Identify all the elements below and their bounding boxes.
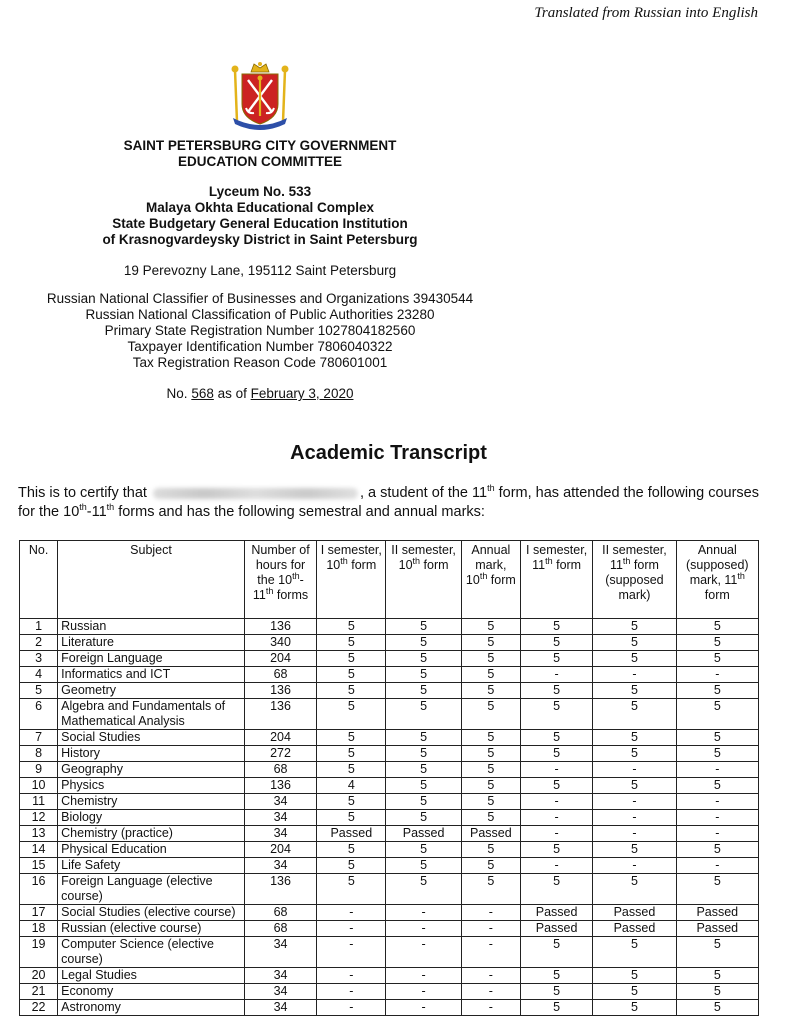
mark-cell: Passed: [520, 921, 592, 937]
table-row: [20, 762, 759, 778]
mark-cell: 5: [386, 635, 461, 651]
mark-cell: 5: [593, 699, 676, 730]
hours-cell: 34: [244, 810, 316, 826]
mark-cell: 5: [593, 619, 676, 635]
header-sem2-11: II semester, 11th form (supposed mark): [593, 541, 676, 619]
mark-cell: 5: [461, 746, 520, 762]
mark-cell: -: [317, 968, 386, 984]
doc-number: 568: [191, 386, 214, 401]
hours-cell: 68: [244, 667, 316, 683]
mark-cell: -: [593, 858, 676, 874]
subject-cell: Computer Science (elective course): [58, 937, 245, 968]
mark-cell: -: [317, 921, 386, 937]
mark-cell: 5: [520, 699, 592, 730]
mark-cell: -: [520, 810, 592, 826]
table-row: [20, 826, 759, 842]
mark-cell: 5: [593, 1000, 676, 1016]
table-row: [20, 651, 759, 667]
mark-cell: 5: [461, 874, 520, 905]
mark-cell: 5: [386, 810, 461, 826]
subject-cell: Physics: [58, 778, 245, 794]
hours-cell: 340: [244, 635, 316, 651]
table-row: [20, 778, 759, 794]
header-hours: Number of hours for the 10th-11th forms: [244, 541, 316, 619]
certify-part-4: forms and has the following semestral and annual marks:: [114, 504, 485, 520]
mark-cell: -: [386, 905, 461, 921]
row-number: 7: [20, 730, 58, 746]
table-header-row: [20, 541, 759, 619]
mark-cell: 5: [386, 778, 461, 794]
subject-cell: Physical Education: [58, 842, 245, 858]
subject-cell: Russian (elective course): [58, 921, 245, 937]
table-row: [20, 619, 759, 635]
mark-cell: 5: [593, 937, 676, 968]
mark-cell: 5: [676, 984, 758, 1000]
document-number: [0, 386, 520, 401]
row-number: 6: [20, 699, 58, 730]
mark-cell: 5: [520, 984, 592, 1000]
mark-cell: -: [520, 762, 592, 778]
mark-cell: -: [676, 794, 758, 810]
mark-cell: 5: [520, 937, 592, 968]
subject-cell: Astronomy: [58, 1000, 245, 1016]
header-sem1-10: I semester, 10th form: [317, 541, 386, 619]
row-number: 16: [20, 874, 58, 905]
certify-intro: This is to certify that: [18, 485, 147, 501]
subject-cell: Geometry: [58, 683, 245, 699]
table-row: [20, 984, 759, 1000]
mark-cell: 5: [386, 699, 461, 730]
row-number: 18: [20, 921, 58, 937]
mark-cell: -: [386, 937, 461, 968]
subject-cell: Literature: [58, 635, 245, 651]
header-subject: Subject: [58, 541, 245, 619]
mark-cell: 5: [676, 937, 758, 968]
mark-cell: 5: [386, 667, 461, 683]
row-number: 3: [20, 651, 58, 667]
subject-cell: Geography: [58, 762, 245, 778]
header-no: No.: [20, 541, 58, 619]
row-number: 17: [20, 905, 58, 921]
mark-cell: -: [520, 794, 592, 810]
hours-cell: 272: [244, 746, 316, 762]
certify-part-3: -11: [86, 504, 107, 520]
header-annual-10: Annual mark, 10th form: [461, 541, 520, 619]
mark-cell: 5: [520, 968, 592, 984]
subject-cell: Foreign Language: [58, 651, 245, 667]
subject-cell: Social Studies: [58, 730, 245, 746]
subject-cell: Informatics and ICT: [58, 667, 245, 683]
row-number: 21: [20, 984, 58, 1000]
mark-cell: 5: [317, 651, 386, 667]
doc-no-label: No.: [166, 386, 188, 401]
code-line: Taxpayer Identification Number 7806040322: [127, 339, 393, 354]
mark-cell: 5: [386, 842, 461, 858]
mark-cell: 5: [676, 746, 758, 762]
ordinal-suffix: th: [487, 483, 495, 494]
table-row: [20, 874, 759, 905]
mark-cell: -: [386, 921, 461, 937]
row-number: 8: [20, 746, 58, 762]
row-number: 5: [20, 683, 58, 699]
hours-cell: 34: [244, 984, 316, 1000]
table-row: [20, 842, 759, 858]
mark-cell: 5: [520, 683, 592, 699]
mark-cell: Passed: [317, 826, 386, 842]
subject-cell: Legal Studies: [58, 968, 245, 984]
mark-cell: Passed: [676, 921, 758, 937]
mark-cell: 5: [461, 810, 520, 826]
subject-cell: Biology: [58, 810, 245, 826]
subject-cell: Foreign Language (elective course): [58, 874, 245, 905]
mark-cell: 5: [386, 746, 461, 762]
mark-cell: 5: [520, 842, 592, 858]
hours-cell: 34: [244, 858, 316, 874]
mark-cell: -: [676, 858, 758, 874]
mark-cell: 5: [676, 635, 758, 651]
mark-cell: 5: [461, 699, 520, 730]
row-number: 22: [20, 1000, 58, 1016]
table-row: [20, 968, 759, 984]
subject-cell: Life Safety: [58, 858, 245, 874]
mark-cell: 5: [386, 683, 461, 699]
header-sem2-10: II semester, 10th form: [386, 541, 461, 619]
mark-cell: -: [520, 826, 592, 842]
row-number: 20: [20, 968, 58, 984]
row-number: 11: [20, 794, 58, 810]
table-row: [20, 810, 759, 826]
hours-cell: 204: [244, 730, 316, 746]
mark-cell: 4: [317, 778, 386, 794]
mark-cell: 5: [317, 810, 386, 826]
row-number: 1: [20, 619, 58, 635]
table-row: [20, 667, 759, 683]
mark-cell: -: [520, 667, 592, 683]
registration-codes: [0, 291, 520, 371]
mark-cell: 5: [461, 762, 520, 778]
code-line: Primary State Registration Number 1027804182560: [104, 323, 416, 338]
row-number: 4: [20, 667, 58, 683]
mark-cell: 5: [461, 619, 520, 635]
page-title: Academic Transcript: [290, 442, 487, 464]
mark-cell: 5: [520, 778, 592, 794]
hours-cell: 136: [244, 778, 316, 794]
hours-cell: 34: [244, 968, 316, 984]
mark-cell: Passed: [520, 905, 592, 921]
mark-cell: -: [317, 1000, 386, 1016]
row-number: 13: [20, 826, 58, 842]
header-sem1-11: I semester, 11th form: [520, 541, 592, 619]
subject-cell: Chemistry: [58, 794, 245, 810]
table-row: [20, 635, 759, 651]
ordinal-suffix: th: [79, 502, 87, 513]
mark-cell: 5: [676, 778, 758, 794]
mark-cell: 5: [593, 778, 676, 794]
mark-cell: 5: [386, 651, 461, 667]
organization-line-2: Malaya Okhta Educational Complex: [145, 200, 375, 215]
mark-cell: 5: [520, 730, 592, 746]
code-line: Russian National Classification of Public Authorities 23280: [85, 307, 435, 322]
mark-cell: 5: [461, 778, 520, 794]
mark-cell: 5: [461, 635, 520, 651]
mark-cell: 5: [593, 746, 676, 762]
organization-line-4: of Krasnogvardeysky District in Saint Petersburg: [102, 232, 418, 247]
mark-cell: 5: [593, 683, 676, 699]
header-line-2: EDUCATION COMMITTEE: [178, 154, 342, 169]
organization-block: [0, 184, 520, 248]
table-row: [20, 683, 759, 699]
mark-cell: 5: [676, 651, 758, 667]
mark-cell: 5: [593, 651, 676, 667]
mark-cell: 5: [317, 699, 386, 730]
certify-part-1: , a student of the 11: [359, 485, 488, 501]
table-row: [20, 746, 759, 762]
mark-cell: -: [593, 667, 676, 683]
hours-cell: 136: [244, 619, 316, 635]
mark-cell: 5: [461, 651, 520, 667]
mark-cell: 5: [461, 858, 520, 874]
code-line: Russian National Classifier of Businesses and Organizations 39430544: [46, 291, 474, 306]
mark-cell: -: [317, 905, 386, 921]
mark-cell: 5: [386, 858, 461, 874]
mark-cell: 5: [676, 699, 758, 730]
mark-cell: -: [593, 810, 676, 826]
mark-cell: -: [676, 826, 758, 842]
table-row: [20, 905, 759, 921]
table-row: [20, 794, 759, 810]
mark-cell: -: [593, 794, 676, 810]
hours-cell: 68: [244, 762, 316, 778]
mark-cell: 5: [676, 730, 758, 746]
translation-note: Translated from Russian into English: [534, 5, 758, 21]
mark-cell: 5: [676, 683, 758, 699]
saint-petersburg-coat-of-arms-icon: [227, 60, 293, 130]
mark-cell: -: [317, 937, 386, 968]
mark-cell: 5: [317, 762, 386, 778]
hours-cell: 34: [244, 794, 316, 810]
subject-cell: Russian: [58, 619, 245, 635]
hours-cell: 136: [244, 699, 316, 730]
mark-cell: Passed: [386, 826, 461, 842]
hours-cell: 136: [244, 874, 316, 905]
mark-cell: 5: [317, 874, 386, 905]
table-row: [20, 699, 759, 730]
mark-cell: 5: [386, 874, 461, 905]
mark-cell: 5: [593, 874, 676, 905]
address: 19 Perevozny Lane, 195112 Saint Petersburg: [123, 263, 397, 278]
table-row: [20, 730, 759, 746]
mark-cell: -: [461, 1000, 520, 1016]
mark-cell: 5: [520, 619, 592, 635]
mark-cell: 5: [593, 730, 676, 746]
table-row: [20, 937, 759, 968]
table-row: [20, 1000, 759, 1016]
certify-part-2: form, has attended the following courses for the 10: [18, 485, 759, 520]
mark-cell: 5: [593, 984, 676, 1000]
mark-cell: 5: [386, 730, 461, 746]
header-annual-11: Annual (supposed) mark, 11th form: [676, 541, 758, 619]
mark-cell: Passed: [461, 826, 520, 842]
mark-cell: 5: [461, 842, 520, 858]
mark-cell: 5: [317, 746, 386, 762]
mark-cell: 5: [317, 842, 386, 858]
hours-cell: 204: [244, 842, 316, 858]
doc-date: February 3, 2020: [250, 386, 354, 401]
mark-cell: 5: [520, 651, 592, 667]
mark-cell: 5: [520, 746, 592, 762]
organization-line-3: State Budgetary General Education Institution: [112, 216, 408, 231]
mark-cell: -: [676, 810, 758, 826]
mark-cell: -: [461, 984, 520, 1000]
mark-cell: Passed: [593, 905, 676, 921]
mark-cell: -: [593, 826, 676, 842]
subject-cell: History: [58, 746, 245, 762]
row-number: 14: [20, 842, 58, 858]
mark-cell: 5: [520, 1000, 592, 1016]
mark-cell: -: [461, 968, 520, 984]
mark-cell: -: [676, 667, 758, 683]
subject-cell: Chemistry (practice): [58, 826, 245, 842]
subject-cell: Social Studies (elective course): [58, 905, 245, 921]
hours-cell: 136: [244, 683, 316, 699]
mark-cell: 5: [461, 667, 520, 683]
row-number: 15: [20, 858, 58, 874]
mark-cell: -: [593, 762, 676, 778]
mark-cell: 5: [317, 619, 386, 635]
mark-cell: 5: [317, 794, 386, 810]
subject-cell: Economy: [58, 984, 245, 1000]
mark-cell: -: [317, 984, 386, 1000]
mark-cell: 5: [317, 635, 386, 651]
organization-line-1: Lyceum No. 533: [208, 184, 312, 199]
hours-cell: 68: [244, 921, 316, 937]
ordinal-suffix: th: [106, 502, 115, 513]
mark-cell: 5: [317, 858, 386, 874]
mark-cell: -: [386, 984, 461, 1000]
mark-cell: 5: [461, 683, 520, 699]
mark-cell: 5: [386, 762, 461, 778]
mark-cell: Passed: [593, 921, 676, 937]
mark-cell: -: [520, 858, 592, 874]
government-header: [0, 138, 520, 170]
mark-cell: -: [461, 937, 520, 968]
mark-cell: 5: [676, 968, 758, 984]
mark-cell: 5: [593, 842, 676, 858]
table-row: [20, 858, 759, 874]
hours-cell: 68: [244, 905, 316, 921]
row-number: 10: [20, 778, 58, 794]
mark-cell: 5: [386, 619, 461, 635]
mark-cell: 5: [386, 794, 461, 810]
hours-cell: 34: [244, 1000, 316, 1016]
mark-cell: 5: [461, 794, 520, 810]
mark-cell: Passed: [676, 905, 758, 921]
row-number: 19: [20, 937, 58, 968]
mark-cell: 5: [676, 842, 758, 858]
mark-cell: -: [386, 968, 461, 984]
hours-cell: 204: [244, 651, 316, 667]
doc-as-of-label: as of: [217, 386, 247, 401]
mark-cell: 5: [317, 730, 386, 746]
mark-cell: 5: [676, 1000, 758, 1016]
hours-cell: 34: [244, 826, 316, 842]
redacted-student-name: [153, 488, 358, 499]
certification-text: [18, 484, 763, 522]
row-number: 2: [20, 635, 58, 651]
mark-cell: 5: [593, 635, 676, 651]
mark-cell: 5: [593, 968, 676, 984]
mark-cell: 5: [520, 874, 592, 905]
mark-cell: -: [461, 921, 520, 937]
code-line: Tax Registration Reason Code 780601001: [132, 355, 388, 370]
mark-cell: 5: [461, 730, 520, 746]
marks-table: [19, 540, 759, 1016]
row-number: 12: [20, 810, 58, 826]
mark-cell: 5: [520, 635, 592, 651]
mark-cell: 5: [676, 874, 758, 905]
mark-cell: -: [676, 762, 758, 778]
mark-cell: 5: [676, 619, 758, 635]
mark-cell: -: [386, 1000, 461, 1016]
subject-cell: Algebra and Fundamentals of Mathematical Analysis: [58, 699, 245, 730]
mark-cell: 5: [317, 667, 386, 683]
row-number: 9: [20, 762, 58, 778]
header-line-1: SAINT PETERSBURG CITY GOVERNMENT: [123, 138, 397, 153]
mark-cell: -: [461, 905, 520, 921]
mark-cell: 5: [317, 683, 386, 699]
table-row: [20, 921, 759, 937]
hours-cell: 34: [244, 937, 316, 968]
